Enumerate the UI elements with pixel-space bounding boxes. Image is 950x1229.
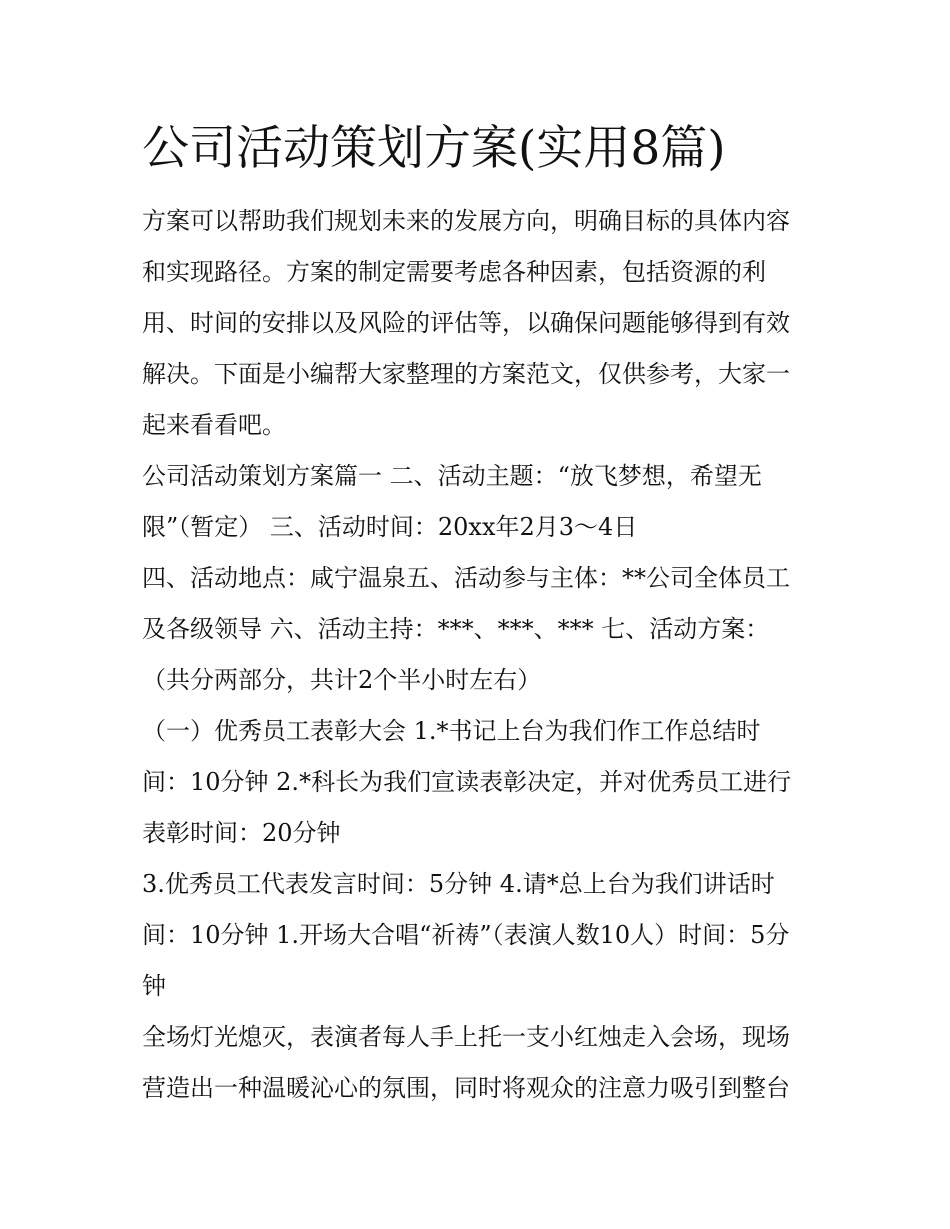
body-line: 间：10分钟 1.开场大合唱“祈祷”（表演人数10人）时间：5分 [142, 921, 790, 949]
body-line: 公司活动策划方案篇一 二、活动主题：“放飞梦想，希望无 [142, 462, 762, 490]
body-line: 用、时间的安排以及风险的评估等，以确保问题能够得到有效 [142, 309, 790, 337]
body-line: 间：10分钟 2.*科长为我们宣读表彰决定，并对优秀员工进行 [142, 768, 792, 796]
body-line: 方案可以帮助我们规划未来的发展方向，明确目标的具体内容 [142, 207, 790, 235]
body-line: 限”（暂定） 三、活动时间：20xx年2月3～4日 [142, 513, 638, 541]
body-line: （一）优秀员工表彰大会 1.*书记上台为我们作工作总结时 [142, 717, 761, 745]
body-line: 及各级领导 六、活动主持：***、***、*** 七、活动方案： [142, 615, 770, 643]
body-line: 营造出一种温暖沁心的氛围，同时将观众的注意力吸引到整台 [142, 1074, 790, 1102]
body-line: 四、活动地点：咸宁温泉五、活动参与主体：**公司全体员工 [142, 564, 790, 592]
body-line: 钟 [142, 972, 166, 1000]
document-body [142, 196, 818, 1114]
document-title: 公司活动策划方案(实用8篇) [142, 121, 726, 176]
body-line: 表彰时间：20分钟 [142, 819, 341, 847]
body-line: 起来看看吧。 [142, 411, 286, 439]
body-line: 3.优秀员工代表发言时间：5分钟 4.请*总上台为我们讲话时 [142, 870, 775, 898]
body-line: 和实现路径。方案的制定需要考虑各种因素，包括资源的利 [142, 258, 766, 286]
body-line: 全场灯光熄灭，表演者每人手上托一支小红烛走入会场，现场 [142, 1023, 790, 1051]
body-line: 解决。下面是小编帮大家整理的方案范文，仅供参考，大家一 [142, 360, 790, 388]
body-line: （共分两部分，共计2个半小时左右） [142, 666, 542, 694]
